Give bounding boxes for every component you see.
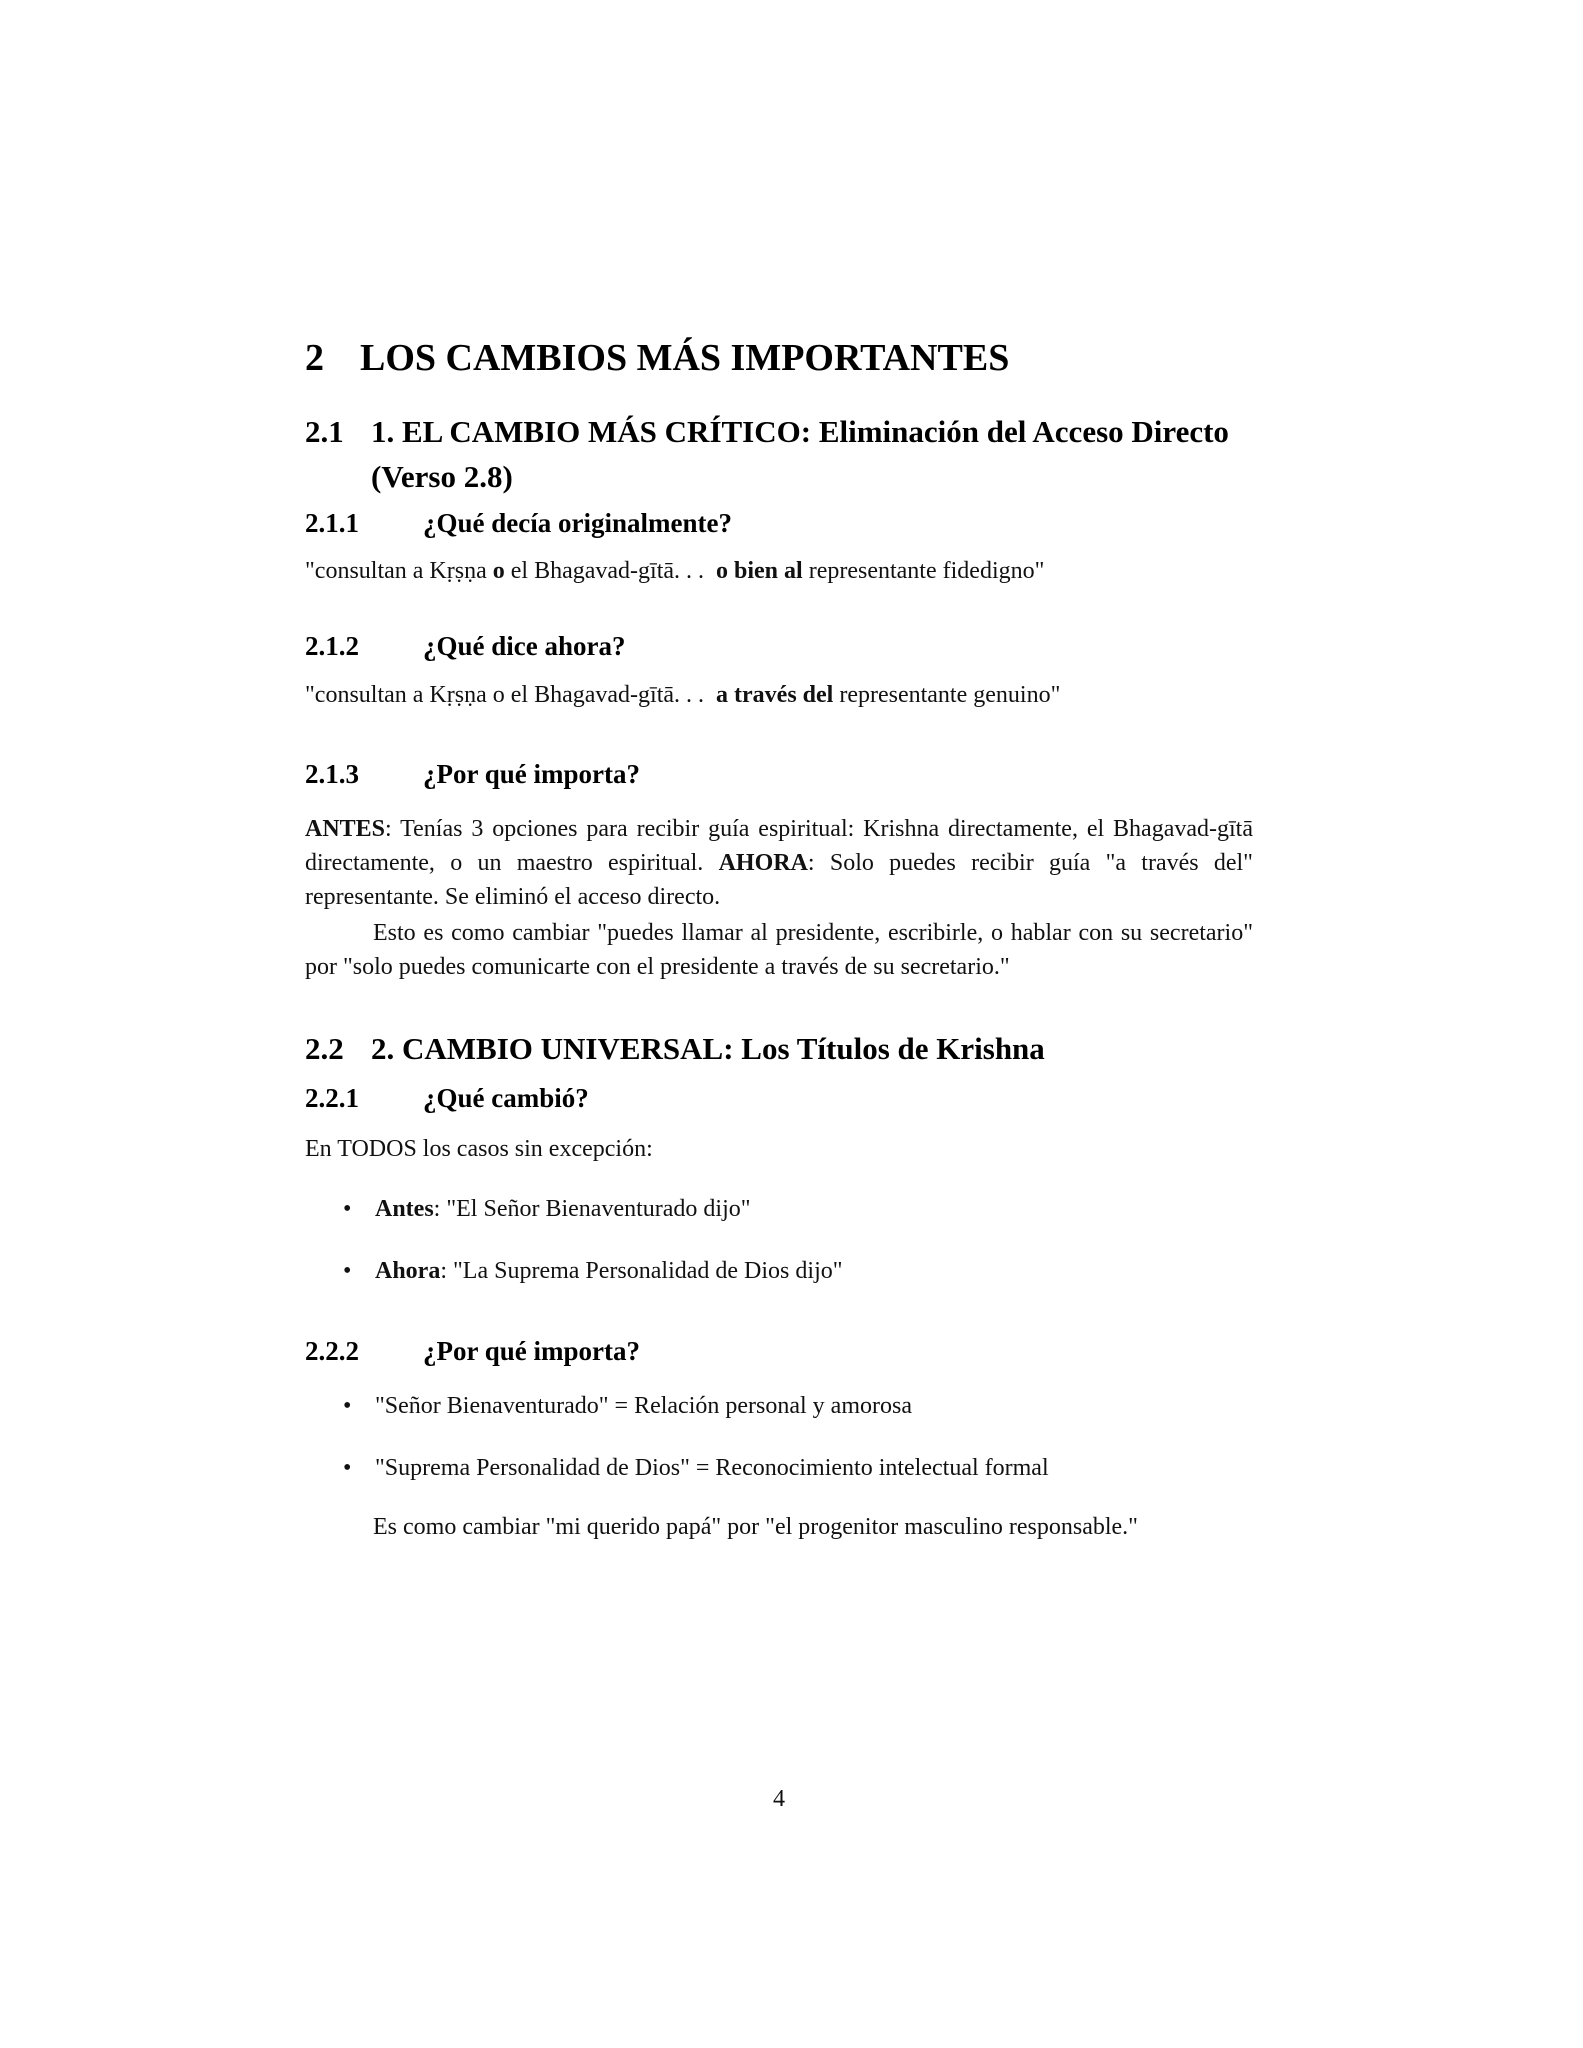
subsubsection-title: ¿Qué decía originalmente? — [423, 508, 732, 538]
paragraph-intro-todos: En TODOS los casos sin excepción: — [305, 1136, 653, 1162]
subsubsection-title: ¿Por qué importa? — [423, 1336, 640, 1366]
subsubsection-title: ¿Qué dice ahora? — [423, 631, 626, 661]
list-item — [343, 1192, 1253, 1226]
bullet-icon: • — [343, 1196, 352, 1222]
list-item-text: Ahora: "La Suprema Personalidad de Dios dijo" — [375, 1258, 843, 1284]
list-item — [343, 1254, 1253, 1288]
bullet-icon: • — [343, 1393, 352, 1419]
subsection-heading-2-1 — [305, 409, 1253, 499]
subsubsection-number: 2.1.2 — [305, 631, 359, 661]
subsection-title: 2. CAMBIO UNIVERSAL: Los Títulos de Krishna — [371, 1031, 1045, 1066]
section-heading — [305, 338, 1253, 378]
list-item-text: Antes: "El Señor Bienaventurado dijo" — [375, 1196, 751, 1222]
paragraph-antes-ahora: ANTES: Tenías 3 opciones para recibir guía espiritual: Krishna directamente, el Bhagavad-gītā directamente, o un maestro espiritual. AHORA: Solo puedes recibir guía "a través del" representante. Se eliminó el acceso directo. — [305, 816, 1253, 910]
section-number: 2 — [305, 337, 324, 379]
list-item-text: "Suprema Personalidad de Dios" = Reconocimiento intelectual formal — [375, 1455, 1049, 1481]
section-title: LOS CAMBIOS MÁS IMPORTANTES — [360, 337, 1010, 379]
subsubsection-number: 2.1.1 — [305, 508, 359, 538]
subsubsection-number: 2.2.2 — [305, 1336, 359, 1366]
paragraph-analogy-secretario: Esto es como cambiar "puedes llamar al presidente, escribirle, o hablar con su secretario" por "solo puedes comunicarte con el presidente a través de su secretario." — [305, 920, 1253, 980]
subsubsection-title: ¿Qué cambió? — [423, 1083, 589, 1113]
bullet-icon: • — [343, 1258, 352, 1284]
paragraph-analogy-papa: Es como cambiar "mi querido papá" por "el progenitor masculino responsable." — [373, 1514, 1138, 1540]
subsubsection-heading-2-1-1 — [305, 505, 1253, 541]
bullet-icon: • — [343, 1455, 352, 1481]
subsubsection-heading-2-1-3 — [305, 756, 1253, 792]
subsubsection-number: 2.2.1 — [305, 1083, 359, 1113]
subsubsection-number: 2.1.3 — [305, 759, 359, 789]
page-number: 4 — [773, 1786, 785, 1812]
subsubsection-heading-2-1-2 — [305, 628, 1253, 664]
quote-current: "consultan a Kṛṣṇa o el Bhagavad-gītā. . . a través del representante genuino" — [305, 682, 1061, 708]
subsubsection-title: ¿Por qué importa? — [423, 759, 640, 789]
subsection-number: 2.2 — [305, 1031, 344, 1066]
subsection-heading-2-2 — [305, 1026, 1253, 1071]
list-item — [343, 1389, 1253, 1423]
subsection-number: 2.1 — [305, 414, 344, 449]
subsection-title: 1. EL CAMBIO MÁS CRÍTICO: Eliminación del Acceso Directo (Verso 2.8) — [371, 414, 1229, 494]
bullet-list-meanings — [305, 1389, 1253, 1485]
list-item — [343, 1451, 1253, 1485]
quote-original: "consultan a Kṛṣṇa o el Bhagavad-gītā. . . o bien al representante fidedigno" — [305, 558, 1045, 584]
bullet-list-titles — [305, 1192, 1253, 1288]
subsubsection-heading-2-2-1 — [305, 1080, 1253, 1116]
subsubsection-heading-2-2-2 — [305, 1333, 1253, 1369]
list-item-text: "Señor Bienaventurado" = Relación personal y amorosa — [375, 1393, 912, 1419]
page-content — [305, 0, 1253, 1544]
